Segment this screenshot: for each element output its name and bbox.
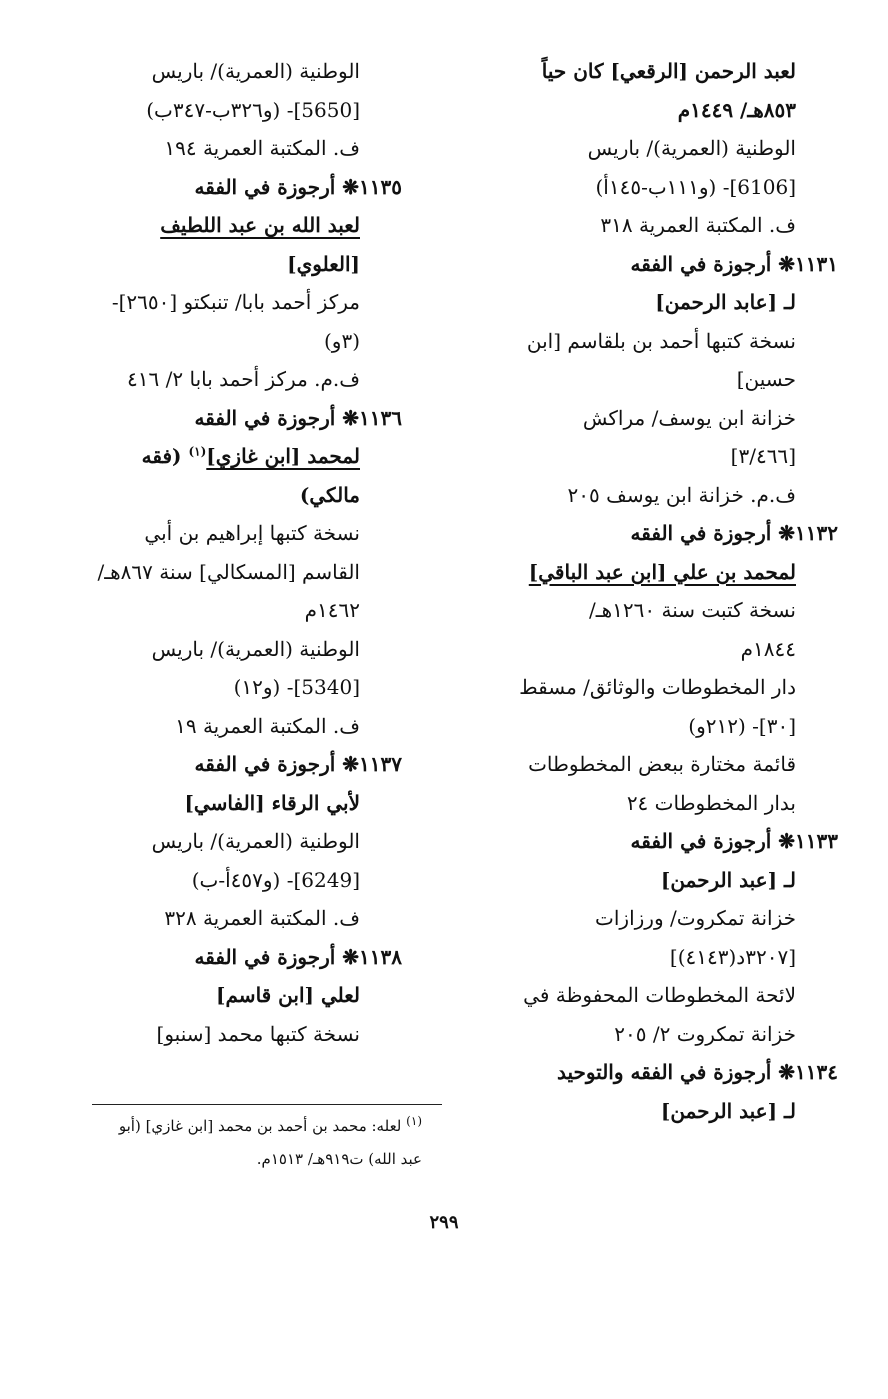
line-text: لـ [عبد الرحمن] [660,1098,796,1123]
line-text: نسخة كتبها أحمد بن بلقاسم [ابن [526,328,796,353]
line-text: ١١٣٨❋ أرجوزة في الفقه [194,944,402,969]
line-text: [5340]- (و١٢) [233,675,360,699]
line-text: مركز أحمد بابا/ تنبكتو [٢٦٥٠]- [111,290,360,314]
footnote [92,1110,422,1176]
line-text: نسخة كتبها محمد [سنبو] [156,1021,360,1046]
line-text: لـ [عبد الرحمن] [660,867,796,892]
author-line [466,52,796,91]
line-text: ١١٣٦❋ أرجوزة في الفقه [194,405,402,430]
entry-heading [466,822,838,861]
line-text: لعبد الله بن عبد اللطيف [160,213,360,237]
entry-line [60,514,360,553]
entry-line [466,437,796,476]
footnote-marker: (١) [406,1114,422,1128]
line-text: ١١٣٧❋ أرجوزة في الفقه [194,752,402,776]
line-text: ١١٣٣❋ أرجوزة في الفقه [630,829,838,853]
line-text: لـ [عابد الرحمن] [655,290,796,314]
line-text: (٣و) [323,328,360,353]
entry-heading [60,399,402,438]
line-text: خزانة ابن يوسف/ مراكش [582,405,796,430]
line-text: ١٨٤٤م [740,636,796,661]
entry-heading [466,245,838,284]
line-text: [6249]- (و٤٥٧أ-ب) [191,867,360,892]
author-line [466,553,796,592]
author-line [466,91,796,130]
author-line [60,476,360,515]
line-text: [5650]- (و٣٢٦ب-٣٤٧ب) [146,97,360,122]
entry-heading [60,938,402,977]
entry-line [466,784,796,823]
line-text: قائمة مختارة ببعض المخطوطات [528,752,796,776]
entry-line [60,591,360,630]
entry-line [466,129,796,168]
entry-line [60,52,360,91]
line-text: الوطنية (العمرية)/ باريس [151,59,360,83]
author-line [466,283,796,322]
line-text: مالكي) [299,482,360,507]
entry-line [466,399,796,438]
footnote-divider [92,1104,442,1105]
line-text: ١١٣٢❋ أرجوزة في الفقه [630,521,838,545]
line-text: لعلي [ابن قاسم] [216,983,360,1007]
line-text: خزانة تمكروت ٢/ ٢٠٥ [614,1021,796,1046]
entry-line [60,630,360,669]
line-text: القاسم [المسكالي] سنة ٨٦٧هـ/ [97,559,360,584]
entry-heading [60,745,402,784]
entry-heading [466,514,838,553]
author-line [466,1092,796,1131]
footnote-line-2: عبد الله) ت٩١٩هـ/ ١٥١٣م. [256,1150,422,1168]
entry-line [466,976,796,1015]
line-text: [٣٠]- (٢١٢و) [688,713,796,738]
entry-line [466,938,796,977]
line-text: لمحمد بن علي [ابن عبد الباقي] [528,559,796,584]
entry-line [466,630,796,669]
author-line [60,437,360,476]
author-line [60,206,360,245]
line-text: بدار المخطوطات ٢٤ [626,790,796,815]
entry-line [60,707,360,746]
page-number: ٢٩٩ [429,1212,459,1233]
line-text: [6106]- (و١١١ب-١٤٥أ) [595,174,796,199]
entry-line [466,899,796,938]
entry-line [60,553,360,592]
entry-line [466,707,796,746]
entry-line [466,745,796,784]
author-line [60,976,360,1015]
entry-line [466,591,796,630]
line-text: نسخة كتبت سنة ١٢٦٠هـ/ [589,598,796,622]
line-text: ف.م. مركز أحمد بابا ٢/ ٤١٦ [127,367,360,391]
line-text: ١١٣٥❋ أرجوزة في الفقه [194,174,402,199]
left-column [60,52,402,1053]
line-text: ف. المكتبة العمرية ١٩٤ [164,136,360,160]
footnote-line-1 [92,1110,422,1143]
footnote-ref: (١) [188,444,207,459]
line-text: لأبي الرقاء [الفاسي] [184,790,360,815]
author-line [466,861,796,900]
line-text: الوطنية (العمرية)/ باريس [587,136,796,160]
line-text: دار المخطوطات والوثائق/ مسقط [519,675,796,699]
entry-line [466,668,796,707]
line-text: نسخة كتبها إبراهيم بن أبي [144,521,360,545]
entry-line [60,129,360,168]
entry-line [466,1015,796,1054]
entry-line [60,91,360,130]
entry-line [466,360,796,399]
entry-heading [60,168,402,207]
line-text: ف. المكتبة العمرية ٣١٨ [600,213,796,237]
line-text: الوطنية (العمرية)/ باريس [151,829,360,853]
entry-line [466,168,796,207]
line-text: [العلوي] [287,251,360,276]
line-text: ف.م. خزانة ابن يوسف ٢٠٥ [567,482,796,507]
line-text: خزانة تمكروت/ ورزازات [595,906,796,930]
line-text: ١١٣١❋ أرجوزة في الفقه [630,251,838,276]
entry-line [60,283,360,322]
line-text: ١٤٦٢م [304,598,360,622]
entry-line [466,476,796,515]
entry-line [466,206,796,245]
line-text: ف. المكتبة العمرية ١٩ [175,713,360,738]
line-text: لعبد الرحمن [الرقعي] كان حياً [541,59,796,83]
entry-line [60,1015,360,1054]
entry-line [60,360,360,399]
line-text: لائحة المخطوطات المحفوظة في [523,983,796,1007]
line-text: الوطنية (العمرية)/ باريس [151,636,360,661]
author-line [60,245,360,284]
line-text: ٨٥٣هـ/ ١٤٤٩م [677,97,796,122]
line-text: ف. المكتبة العمرية ٣٢٨ [164,906,360,930]
footnote-text: لعله: محمد بن أحمد بن محمد [ابن غازي] (أبو [118,1117,402,1135]
line-text: حسين] [736,367,796,391]
line-text: ١١٣٤❋ أرجوزة في الفقه والتوحيد [556,1060,838,1084]
entry-line [60,861,360,900]
entry-line [60,899,360,938]
entry-line [60,822,360,861]
line-text: [٣/٤٦٦] [730,444,796,468]
line-text: [٣٢٠٧د(٤١٤٣)] [669,944,796,969]
entry-line [60,322,360,361]
right-column [466,52,838,1130]
line-text: لمحمد [ابن غازي] [206,444,360,468]
author-line [60,784,360,823]
entry-line [60,668,360,707]
line-text-suffix: (فقه [141,444,189,468]
entry-heading [466,1053,838,1092]
entry-line [466,322,796,361]
